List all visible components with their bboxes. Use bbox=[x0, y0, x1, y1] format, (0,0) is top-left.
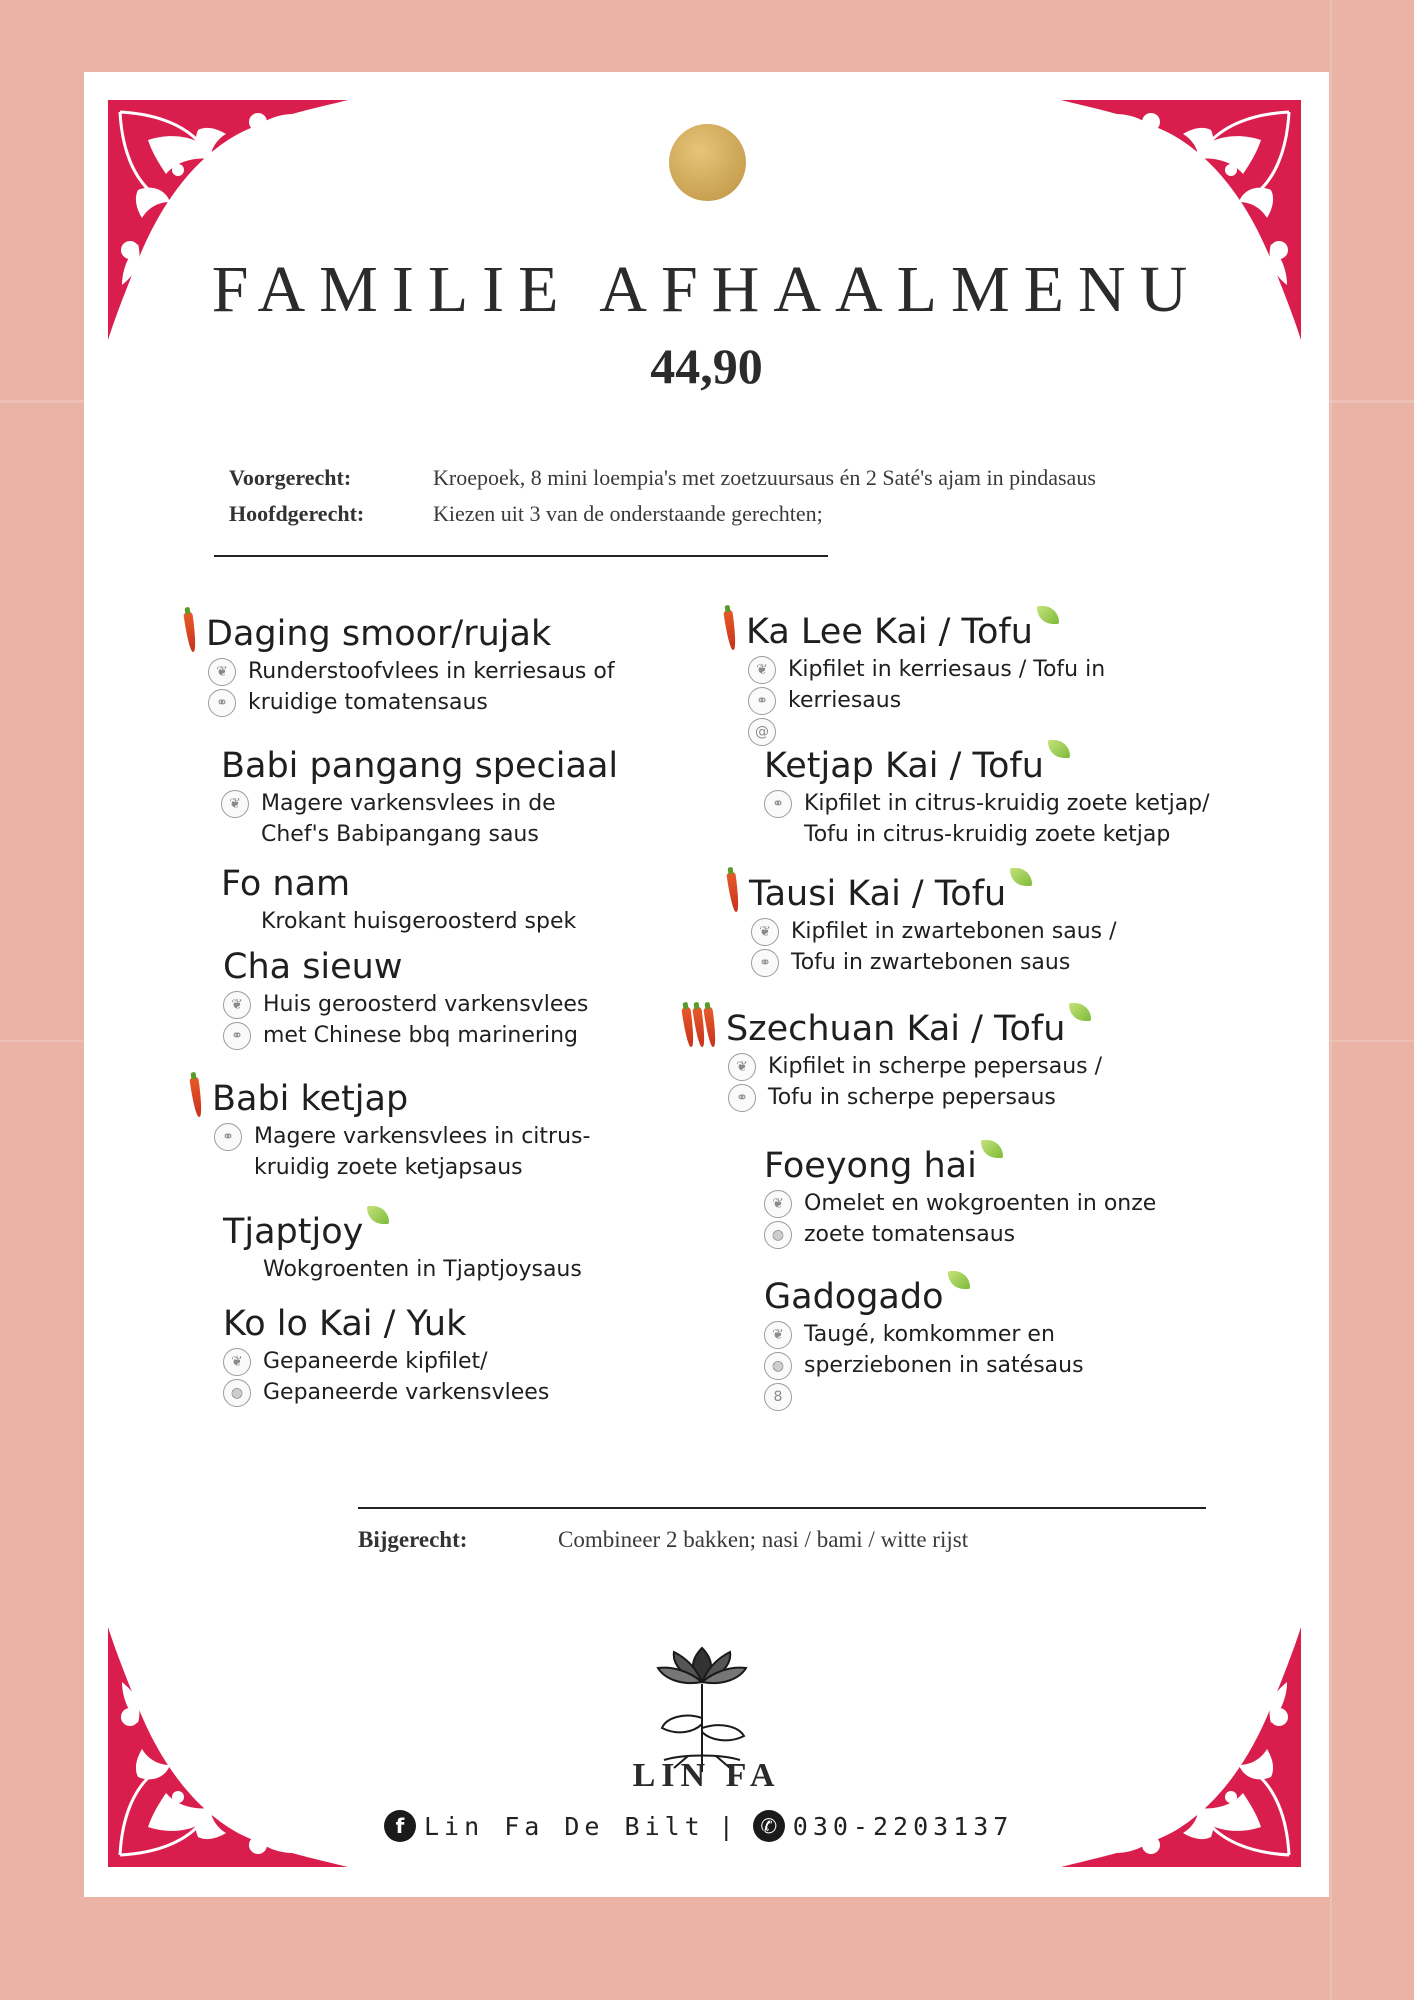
main-course-label: Hoofdgerecht: bbox=[229, 501, 365, 526]
dish-description-line: Krokant huisgeroosterd spek bbox=[261, 909, 577, 934]
facebook-name[interactable]: Lin Fa De Bilt bbox=[424, 1811, 705, 1841]
snail-icon: @ bbox=[748, 718, 776, 746]
chili-pepper-icon bbox=[703, 1007, 717, 1048]
dish-description-line: Runderstoofvlees in kerriesaus of bbox=[248, 659, 615, 684]
dish-item bbox=[211, 1302, 549, 1408]
dish-name bbox=[209, 862, 576, 906]
chili-pepper-icon bbox=[183, 612, 197, 653]
dish-description bbox=[209, 906, 576, 937]
dish-name-text: Szechuan Kai / Tofu bbox=[726, 1009, 1066, 1049]
dish-name-text: Ka Lee Kai / Tofu bbox=[746, 612, 1033, 652]
grain-icon: ❦ bbox=[764, 1190, 792, 1218]
dish-description-line: Huis geroosterd varkensvlees bbox=[263, 992, 589, 1017]
dish-item bbox=[211, 1210, 582, 1285]
vegetarian-leaf-icon bbox=[981, 1140, 1003, 1158]
dish-name bbox=[739, 872, 1117, 916]
dish-name bbox=[202, 1077, 590, 1121]
grain-icon: ❦ bbox=[208, 658, 236, 686]
vegetarian-leaf-icon bbox=[1069, 1003, 1091, 1021]
side-dish-label: Bijgerecht: bbox=[358, 1527, 468, 1552]
dish-name bbox=[209, 744, 618, 788]
divider-top bbox=[214, 555, 828, 557]
dish-item bbox=[716, 1007, 1102, 1113]
vegetarian-leaf-icon bbox=[1037, 606, 1059, 624]
link-icon: ⚭ bbox=[748, 687, 776, 715]
dish-name bbox=[752, 1275, 1084, 1319]
starter-label: Voorgerecht: bbox=[229, 465, 352, 490]
dish-item bbox=[211, 945, 588, 1051]
link-icon: ⚭ bbox=[764, 790, 792, 818]
starter-row bbox=[229, 465, 1096, 491]
link-icon: ⚭ bbox=[214, 1123, 242, 1151]
dish-item bbox=[752, 1275, 1084, 1405]
dish-description bbox=[739, 916, 1117, 978]
gold-circle-ornament bbox=[669, 124, 746, 201]
dish-description-line: Kipfilet in zwartebonen saus / bbox=[791, 919, 1117, 944]
dish-description-line: Kipfilet in citrus-kruidig zoete ketjap/ bbox=[804, 791, 1210, 816]
facebook-icon[interactable]: f bbox=[384, 1810, 416, 1842]
dish-description-line: Omelet en wokgroenten in onze bbox=[804, 1191, 1157, 1216]
dish-description-line: kerriesaus bbox=[788, 688, 902, 713]
dish-item bbox=[209, 744, 618, 850]
dish-name bbox=[736, 610, 1105, 654]
link-icon: ⚭ bbox=[208, 689, 236, 717]
dish-item bbox=[752, 744, 1210, 850]
dish-name-text: Tjaptjoy bbox=[223, 1212, 364, 1252]
dish-name-text: Fo nam bbox=[221, 864, 351, 904]
egg-icon: ◍ bbox=[223, 1379, 251, 1407]
link-icon: ⚭ bbox=[223, 1022, 251, 1050]
dish-description-line: Gepaneerde varkensvlees bbox=[263, 1380, 550, 1405]
dish-item bbox=[739, 872, 1117, 978]
starter-text: Kroepoek, 8 mini loempia's met zoetzuursaus én 2 Saté's ajam in pindasaus bbox=[433, 465, 1096, 490]
grain-icon: ❦ bbox=[223, 1348, 251, 1376]
dish-description bbox=[202, 1121, 590, 1183]
dish-name bbox=[211, 1210, 582, 1254]
dish-name bbox=[752, 744, 1210, 788]
dish-name-text: Foeyong hai bbox=[764, 1146, 977, 1186]
vegetarian-leaf-icon bbox=[948, 1271, 970, 1289]
allergen-icons bbox=[223, 1348, 257, 1410]
dish-name bbox=[752, 1144, 1156, 1188]
grain-icon: ❦ bbox=[728, 1053, 756, 1081]
brand-name: LIN FA bbox=[632, 1757, 781, 1794]
vegetarian-leaf-icon bbox=[1048, 740, 1070, 758]
allergen-icons bbox=[728, 1053, 762, 1115]
dish-description bbox=[211, 1346, 549, 1408]
dish-description-line: met Chinese bbq marinering bbox=[263, 1023, 578, 1048]
dish-description bbox=[752, 788, 1210, 850]
menu-card bbox=[84, 72, 1329, 1897]
egg-icon: ◍ bbox=[764, 1352, 792, 1380]
dish-description-line: Tofu in citrus-kruidig zoete ketjap bbox=[804, 822, 1171, 847]
grain-icon: ❦ bbox=[764, 1321, 792, 1349]
paper-crease bbox=[1330, 0, 1332, 2000]
dish-description-line: sperziebonen in satésaus bbox=[804, 1353, 1084, 1378]
allergen-icons bbox=[748, 656, 782, 749]
dish-name-text: Daging smoor/rujak bbox=[206, 614, 552, 654]
chili-pepper-icon bbox=[726, 872, 740, 913]
dish-description-line: Wokgroenten in Tjaptjoysaus bbox=[263, 1257, 582, 1282]
chili-pepper-icon bbox=[723, 610, 737, 651]
dish-description-line: Chef's Babipangang saus bbox=[261, 822, 539, 847]
dish-description-line: Tofu in zwartebonen saus bbox=[791, 950, 1071, 975]
vegetarian-leaf-icon bbox=[1010, 868, 1032, 886]
allergen-icons bbox=[208, 658, 242, 720]
contact-separator: | bbox=[718, 1811, 739, 1841]
dish-name bbox=[716, 1007, 1102, 1051]
dish-name bbox=[196, 612, 615, 656]
phone-icon[interactable]: ✆ bbox=[753, 1810, 785, 1842]
dish-item bbox=[202, 1077, 590, 1183]
chili-pepper-icon bbox=[189, 1077, 203, 1118]
allergen-icons bbox=[214, 1123, 248, 1154]
dish-description bbox=[209, 788, 618, 850]
ornament-corner-bottom-right bbox=[1061, 1627, 1301, 1867]
dish-name-text: Gadogado bbox=[764, 1277, 944, 1317]
dish-description-line: Magere varkensvlees in citrus- bbox=[254, 1124, 591, 1149]
dish-description bbox=[736, 654, 1106, 740]
dish-name-text: Ko lo Kai / Yuk bbox=[223, 1304, 467, 1344]
allergen-icons bbox=[764, 790, 798, 821]
link-icon: ⚭ bbox=[728, 1084, 756, 1112]
vegetarian-leaf-icon bbox=[367, 1206, 389, 1224]
dish-name-text: Babi ketjap bbox=[212, 1079, 409, 1119]
dish-description-line: kruidige tomatensaus bbox=[248, 690, 488, 715]
dish-item bbox=[736, 610, 1106, 740]
allergen-icons bbox=[764, 1321, 798, 1414]
peanut-icon: 8 bbox=[764, 1383, 792, 1411]
dish-description-line: Taugé, komkommer en bbox=[804, 1322, 1055, 1347]
ornament-corner-bottom-left bbox=[108, 1627, 348, 1867]
side-dish-row bbox=[358, 1527, 968, 1553]
dish-description bbox=[196, 656, 615, 718]
dish-name bbox=[211, 1302, 549, 1346]
main-course-row bbox=[229, 501, 823, 527]
allergen-icons bbox=[764, 1190, 798, 1252]
menu-title: FAMILIE AFHAALMENU bbox=[211, 253, 1202, 326]
dish-description bbox=[211, 1254, 582, 1285]
dish-description-line: Tofu in scherpe pepersaus bbox=[768, 1085, 1056, 1110]
allergen-icons bbox=[751, 918, 785, 980]
dish-name-text: Cha sieuw bbox=[223, 947, 403, 987]
allergen-icons bbox=[221, 790, 255, 821]
dish-description bbox=[752, 1319, 1084, 1405]
dish-description bbox=[752, 1188, 1156, 1250]
grain-icon: ❦ bbox=[223, 991, 251, 1019]
dish-description-line: Magere varkensvlees in de bbox=[261, 791, 556, 816]
dish-description-line: Gepaneerde kipfilet/ bbox=[263, 1349, 488, 1374]
dish-item bbox=[196, 612, 615, 718]
side-dish-text: Combineer 2 bakken; nasi / bami / witte rijst bbox=[558, 1527, 969, 1552]
dish-description bbox=[211, 989, 588, 1051]
dish-name-text: Ketjap Kai / Tofu bbox=[764, 746, 1044, 786]
grain-icon: ❦ bbox=[221, 790, 249, 818]
dish-description-line: Kipfilet in scherpe pepersaus / bbox=[768, 1054, 1103, 1079]
dish-description bbox=[716, 1051, 1102, 1113]
dish-name bbox=[211, 945, 588, 989]
link-icon: ⚭ bbox=[751, 949, 779, 977]
dish-name-text: Tausi Kai / Tofu bbox=[749, 874, 1007, 914]
allergen-icons bbox=[223, 991, 257, 1053]
egg-icon: ◍ bbox=[764, 1221, 792, 1249]
dish-description-line: zoete tomatensaus bbox=[804, 1222, 1016, 1247]
divider-bottom bbox=[358, 1507, 1206, 1509]
main-course-text: Kiezen uit 3 van de onderstaande gerechten; bbox=[433, 501, 823, 526]
dish-name-text: Babi pangang speciaal bbox=[221, 746, 619, 786]
grain-icon: ❦ bbox=[748, 656, 776, 684]
dish-description-line: Kipfilet in kerriesaus / Tofu in bbox=[788, 657, 1106, 682]
lotus-logo-icon bbox=[644, 1628, 760, 1776]
menu-price: 44,90 bbox=[650, 338, 763, 394]
contact-line bbox=[384, 1810, 1013, 1842]
dish-item bbox=[752, 1144, 1156, 1250]
dish-description-line: kruidig zoete ketjapsaus bbox=[254, 1155, 523, 1180]
grain-icon: ❦ bbox=[751, 918, 779, 946]
phone-number[interactable]: 030-2203137 bbox=[792, 1811, 1014, 1841]
dish-item bbox=[209, 862, 576, 937]
